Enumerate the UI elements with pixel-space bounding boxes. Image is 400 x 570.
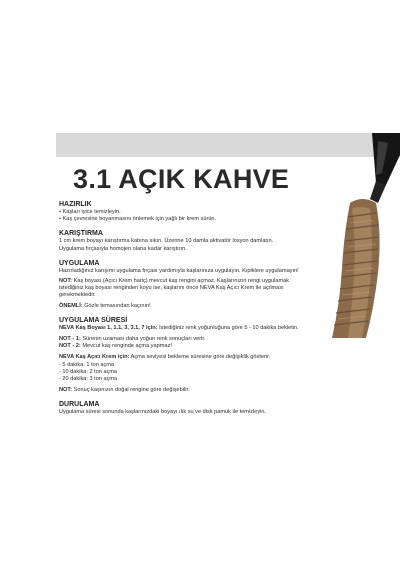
- note-1-label: NOT - 1:: [59, 336, 81, 343]
- product-text: İstediğiniz renk yoğunluğuna göre 5 - 10 dakika bekletin.: [159, 324, 299, 331]
- note-3-text: Sonuç kaşınızın doğal rengine göre değişebilir.: [73, 387, 190, 394]
- section-heading: DURULAMA: [59, 401, 100, 409]
- note-1-text: Sürenin uzaması daha yoğun renk sonuçları verir.: [82, 336, 206, 343]
- note-label: NOT:: [59, 278, 73, 285]
- list-item: - 5 dakika: 1 ton açma: [59, 361, 115, 368]
- note-2: [59, 343, 309, 350]
- page-title: 3.1 AÇIK KAHVE: [73, 164, 290, 194]
- text-line: Uygulama fırçasıyla homojen olana kadar karıştırın.: [59, 245, 187, 252]
- text-line: • Kaş çevresine boyanmasını önlemek için yağlı bir krem sürün.: [59, 216, 217, 223]
- section-heading: UYGULAMA: [59, 259, 100, 267]
- list-item: - 20 dakika: 3 ton açma: [59, 376, 118, 383]
- text-line: [59, 325, 309, 332]
- product-label: NEVA Kaş Boyası 1, 1.1, 3, 3.1, 7 için:: [59, 324, 158, 331]
- important-paragraph: [59, 303, 309, 310]
- lightener-text: Açma seviyesi bekleme süresine göre değişiklik gösterir.: [130, 354, 271, 361]
- note-2-label: NOT - 2:: [59, 343, 81, 350]
- section-karistirma: [59, 230, 309, 252]
- text-line: Uygulama süresi sonunda kaşlarınızdaki boyayı ılık su ve disk pamuk ile temizleyin.: [59, 409, 267, 416]
- note-2-text: Mevcut kaş renginde açma yapmaz!: [82, 343, 172, 350]
- note-text: Kaş boyası (Açıcı Krem hariç) mevcut kaş rengini açmaz. Kaşlarınızın rengi uygulamak istediğiniz kaş boyası renginden koyu ise, kaşlarını önce NEVA Kaş Açıcı Krem ile açılması gerekmektedir.: [59, 278, 290, 299]
- note-paragraph: [59, 278, 309, 300]
- text-line: Hazırladığınız karışımı uygulama fırçası yardımıyla kaşlarınıza uygulayın. Kıpiklere uygulamayın!: [59, 267, 299, 274]
- section-durulama: [59, 401, 309, 416]
- text-line: 1 cm krem boyayı karıştırma kabına sıkın. Üzerine 10 damla aktivatör losyon damlatın.: [59, 238, 274, 245]
- note-3: [59, 387, 309, 394]
- section-heading: UYGULAMA SÜRESİ: [59, 316, 128, 324]
- lightener-line: [59, 354, 309, 361]
- section-heading: HAZIRLIK: [59, 201, 92, 208]
- list-item: - 10 dakika: 2 ton açma: [59, 368, 118, 375]
- note-1: [59, 336, 309, 343]
- lightener-label: NEVA Kaş Açıcı Krem için:: [59, 354, 130, 361]
- section-uygulama-suresi: [59, 317, 309, 395]
- section-hazirlik: [59, 201, 309, 223]
- section-heading: KARIŞTIRMA: [59, 230, 103, 238]
- instructions: [59, 201, 309, 424]
- note-3-label: NOT:: [59, 387, 73, 394]
- important-label: ÖNEMLİ:: [59, 302, 83, 309]
- important-text: Gözle temasından kaçının!: [84, 302, 151, 309]
- text-line: • Kaşları iyice temizleyin.: [59, 209, 121, 215]
- section-uygulama: [59, 260, 309, 310]
